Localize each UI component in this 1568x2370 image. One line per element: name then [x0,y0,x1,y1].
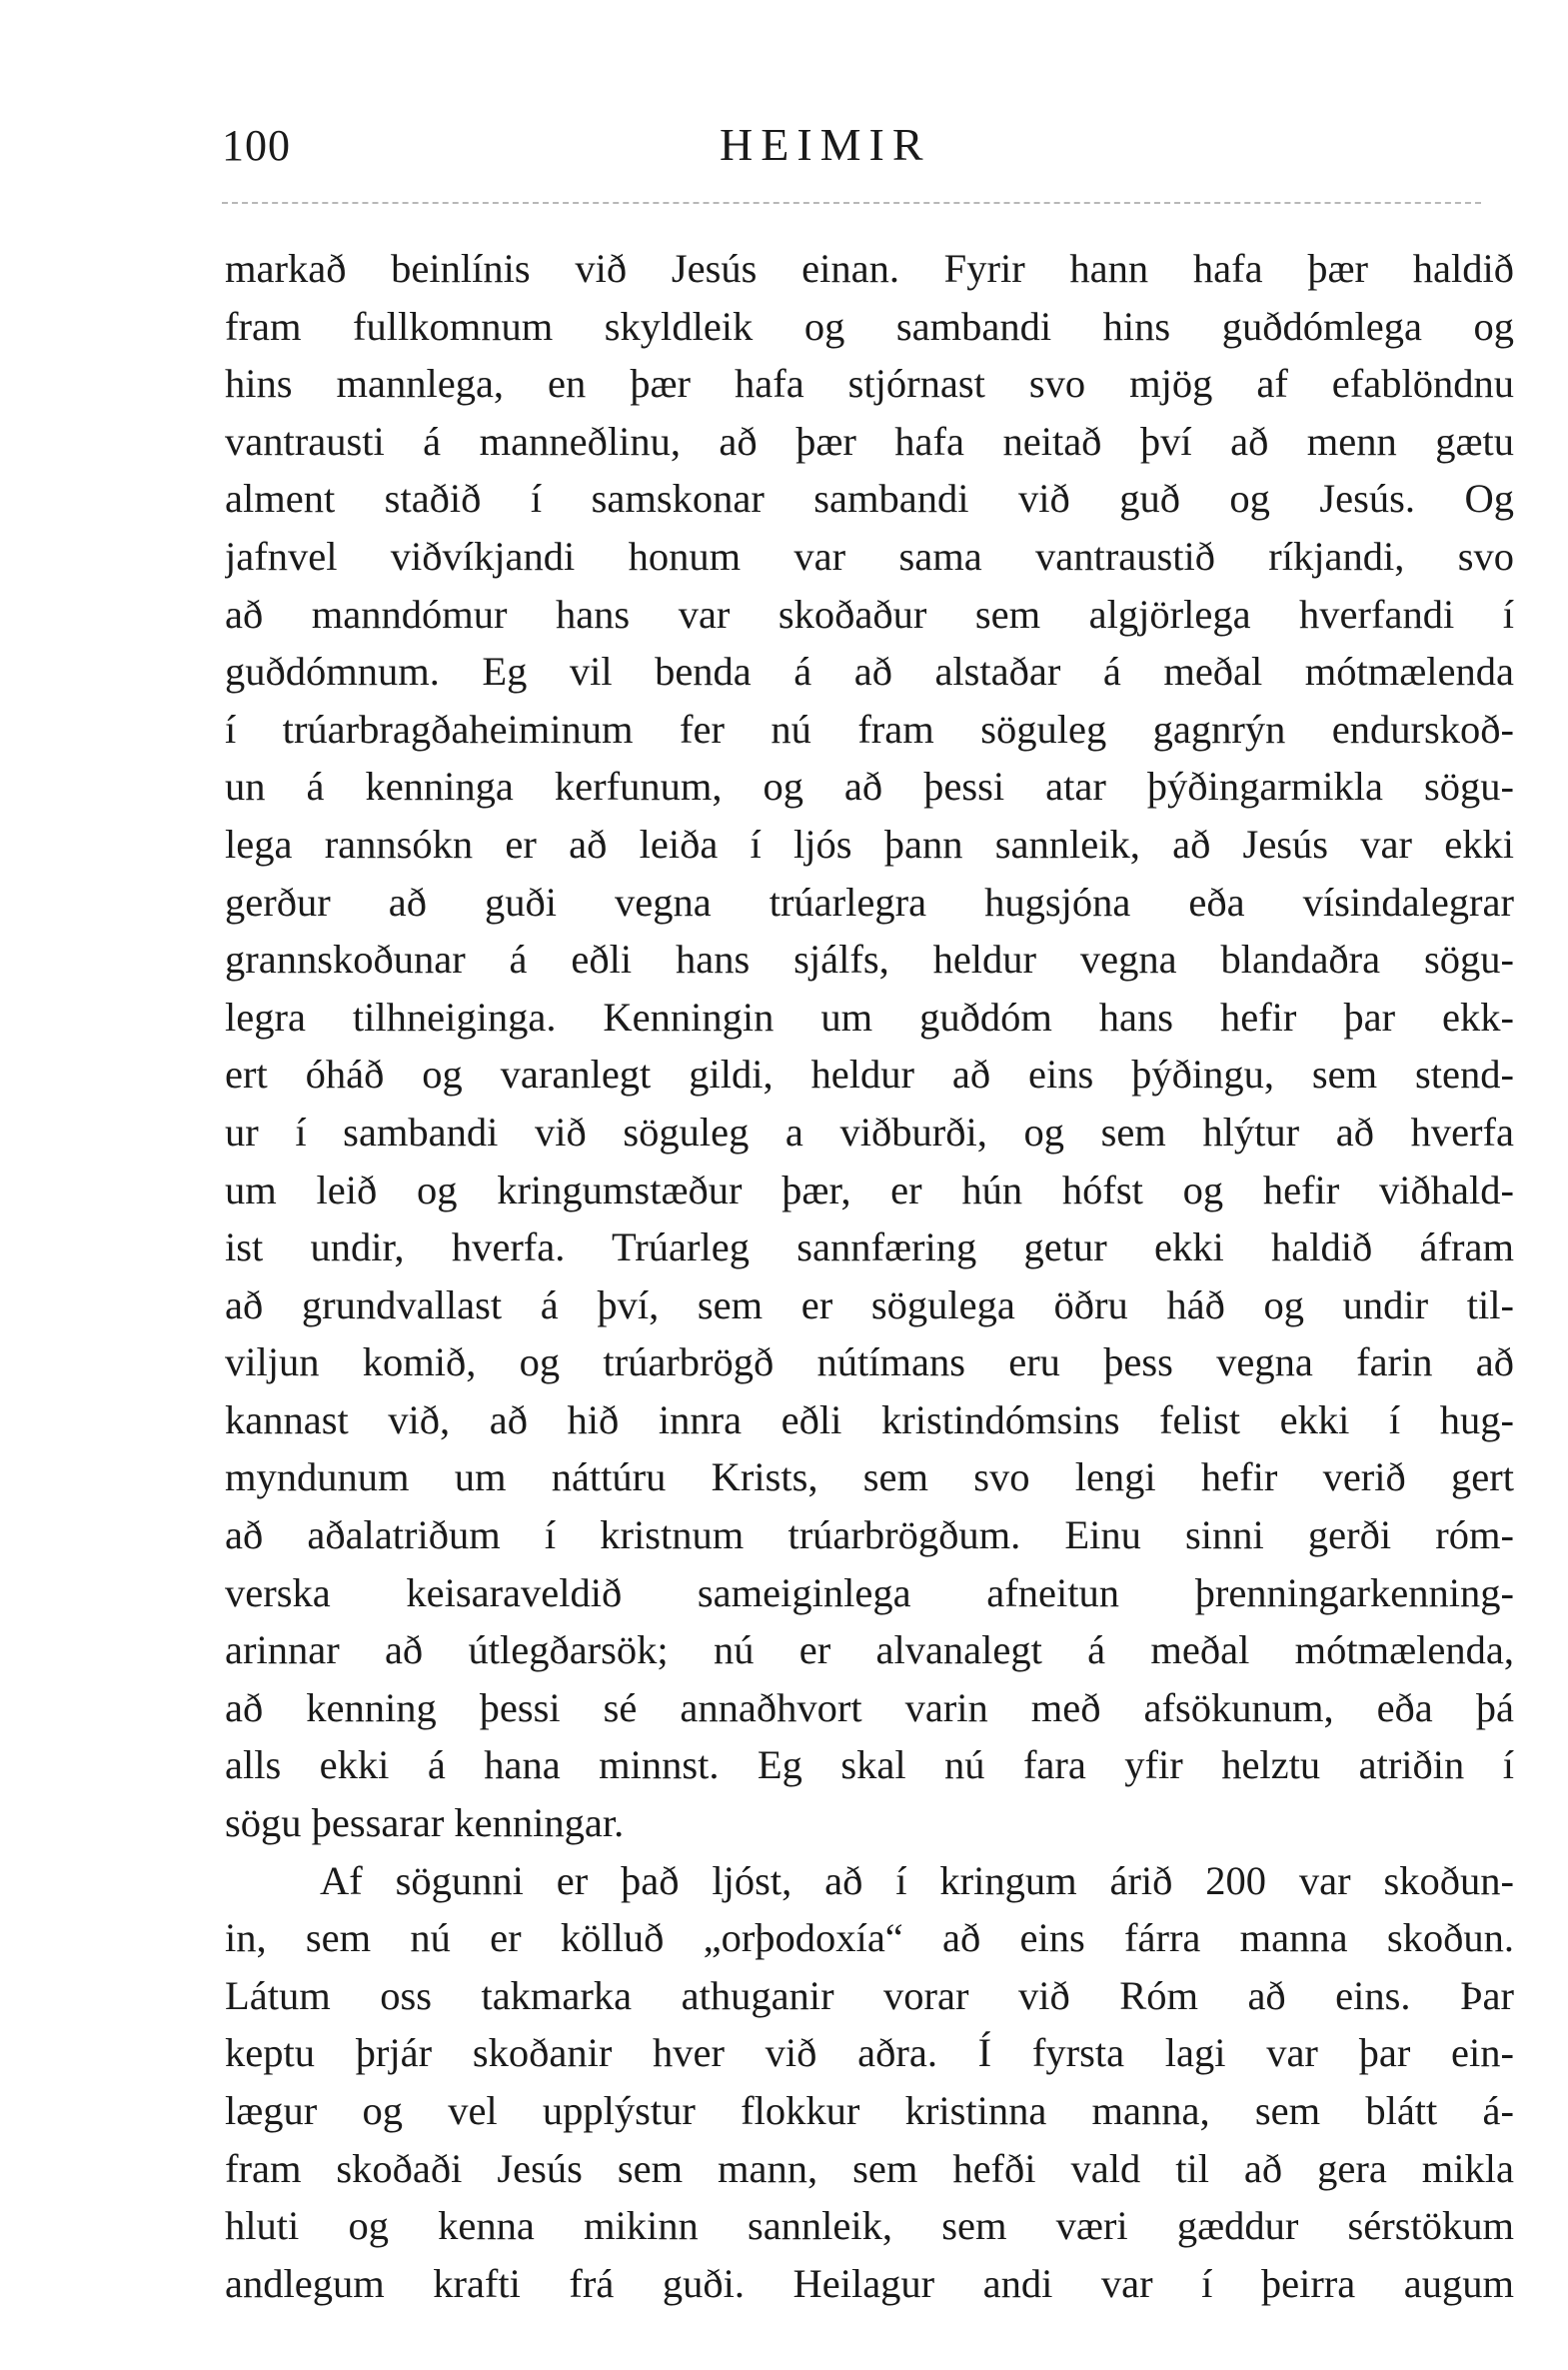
page-number: 100 [222,121,291,170]
text-line: um leið og kringumstæður þær, er hún hófst og hefir viðhald- [225,1167,1514,1212]
text-line: að grundvallast á því, sem er sögulega öðru háð og undir til- [225,1281,1514,1327]
text-line: í trúarbragðaheiminum fer nú fram söguleg gagnrýn endurskoð- [225,706,1514,752]
text-line: fram fullkomnum skyldleik og sambandi hins guðdómlega og [225,303,1514,349]
text-line: myndunum um náttúru Krists, sem svo lengi hefir verið gert [225,1454,1514,1500]
text-line: viljun komið, og trúarbrögð nútímans eru þess vegna farin að [225,1339,1514,1385]
running-head-title: HEIMIR [720,119,931,170]
text-line: keptu þrjár skoðanir hver við aðra. Í fyrsta lagi var þar ein- [225,2030,1514,2076]
text-line: legra tilhneiginga. Kenningin um guðdóm hans hefir þar ekk- [225,994,1514,1040]
text-line: guðdómnum. Eg vil benda á að alstaðar á meðal mótmælenda [225,649,1514,695]
paragraph-end-line: sögu þessarar kenningar. [225,1800,625,1846]
text-line: un á kenninga kerfunum, og að þessi atar þýðingarmikla sögu- [225,764,1514,810]
text-line: ur í sambandi við söguleg a viðburði, og sem hlýtur að hverfa [225,1109,1514,1155]
text-line: andlegum krafti frá guði. Heilagur andi var í þeirra augum [225,2260,1514,2306]
text-line: ist undir, hverfa. Trúarleg sannfæring getur ekki haldið áfram [225,1224,1514,1270]
text-line: að kenning þessi sé annaðhvort varin með afsökunum, eða þá [225,1684,1514,1730]
text-line: lægur og vel upplýstur flokkur kristinna manna, sem blátt á- [225,2088,1514,2133]
text-line: alls ekki á hana minnst. Eg skal nú fara yfir helztu atriðin í [225,1742,1514,1788]
text-line: hluti og kenna mikinn sannleik, sem væri gæddur sérstökum [225,2203,1514,2249]
text-line: að manndómur hans var skoðaður sem algjörlega hverfandi í [225,591,1514,637]
text-line: lega rannsókn er að leiða í ljós þann sannleik, að Jesús var ekki [225,821,1514,867]
text-line: kannast við, að hið innra eðli kristindómsins felist ekki í hug- [225,1396,1514,1442]
text-line: vantrausti á manneðlinu, að þær hafa neitað því að menn gætu [225,418,1514,464]
text-line: hins mannlega, en þær hafa stjórnast svo mjög af efablöndnu [225,361,1514,407]
text-line: jafnvel viðvíkjandi honum var sama vantraustið ríkjandi, svo [225,533,1514,579]
text-line: in, sem nú er kölluð „orþodoxía“ að eins fárra manna skoðun. [225,1915,1514,1961]
text-line: grannskoðunar á eðli hans sjálfs, heldur vegna blandaðra sögu- [225,937,1514,983]
text-line: gerður að guði vegna trúarlegra hugsjóna eða vísindalegrar [225,879,1514,925]
text-line: arinnar að útlegðarsök; nú er alvanalegt á meðal mótmælenda, [225,1627,1514,1673]
header-rule [222,202,1481,204]
text-line: Látum oss takmarka athuganir vorar við Róm að eins. Þar [225,1972,1514,2018]
text-line: verska keisaraveldið sameiginlega afneitun þrenningarkenning- [225,1569,1514,1615]
text-line: ert óháð og varanlegt gildi, heldur að eins þýðingu, sem stend- [225,1052,1514,1098]
text-line: alment staðið í samskonar sambandi við guð og Jesús. Og [225,476,1514,522]
text-line: fram skoðaði Jesús sem mann, sem hefði vald til að gera mikla [225,2145,1514,2191]
text-line: að aðalatriðum í kristnum trúarbrögðum. Einu sinni gerði róm- [225,1512,1514,1558]
text-line: markað beinlínis við Jesús einan. Fyrir hann hafa þær haldið [225,246,1514,291]
paragraph-start-line: Af sögunni er það ljóst, að í kringum árið 200 var skoðun- [320,1857,1514,1903]
body-text [225,240,1514,2312]
